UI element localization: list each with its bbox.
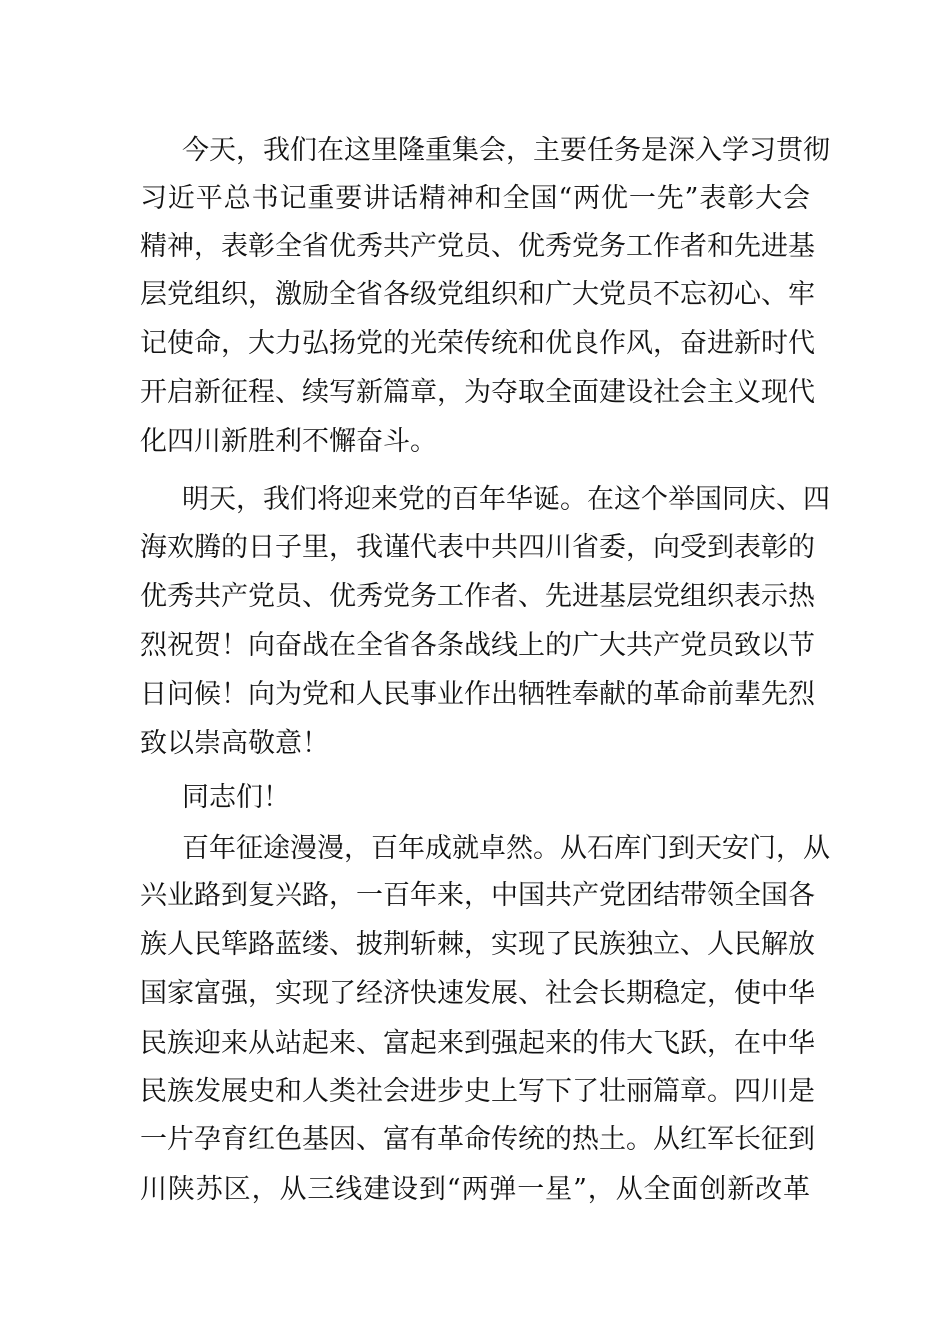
text-line: 精神，表彰全省优秀共产党员、优秀党务工作者和先进基: [140, 231, 815, 262]
text-line: 同志们！: [182, 782, 290, 813]
text-line: 层党组织，激励全省各级党组织和广大党员不忘初心、牢: [140, 279, 815, 310]
text-line: 日问候！向为党和人民事业作出牺牲奉献的革命前辈先烈: [140, 679, 815, 710]
text-line: 川陕苏区，从三线建设到“两弹一星”，从全面创新改革: [140, 1174, 810, 1205]
text-line: 烈祝贺！向奋战在全省各条战线上的广大共产党员致以节: [140, 630, 815, 661]
text-line: 兴业路到复兴路，一百年来，中国共产党团结带领全国各: [140, 880, 815, 911]
text-line: 化四川新胜利不懈奋斗。: [140, 426, 437, 457]
text-line: 族人民筚路蓝缕、披荆斩棘，实现了民族独立、人民解放: [140, 929, 815, 960]
text-line: 民族发展史和人类社会进步史上写下了壮丽篇章。四川是: [140, 1076, 815, 1107]
text-line: 国家富强，实现了经济快速发展、社会长期稳定，使中华: [140, 978, 815, 1009]
text-line: 开启新征程、续写新篇章，为夺取全面建设社会主义现代: [140, 377, 815, 408]
text-line: 民族迎来从站起来、富起来到强起来的伟大飞跃，在中华: [140, 1028, 815, 1059]
text-line: 致以崇高敬意！: [140, 728, 329, 759]
text-line: 明天，我们将迎来党的百年华诞。在这个举国同庆、四: [182, 484, 830, 515]
text-line: 优秀共产党员、优秀党务工作者、先进基层党组织表示热: [140, 581, 815, 612]
text-line: 记使命，大力弘扬党的光荣传统和优良作风，奋进新时代: [140, 328, 815, 359]
text-line: 一片孕育红色基因、富有革命传统的热土。从红军长征到: [140, 1124, 815, 1155]
text-line: 习近平总书记重要讲话精神和全国“两优一先”表彰大会: [140, 183, 810, 214]
text-line: 海欢腾的日子里，我谨代表中共四川省委，向受到表彰的: [140, 532, 815, 563]
text-line: 今天，我们在这里隆重集会，主要任务是深入学习贯彻: [182, 135, 830, 166]
text-line: 百年征途漫漫，百年成就卓然。从石库门到天安门，从: [182, 833, 830, 864]
